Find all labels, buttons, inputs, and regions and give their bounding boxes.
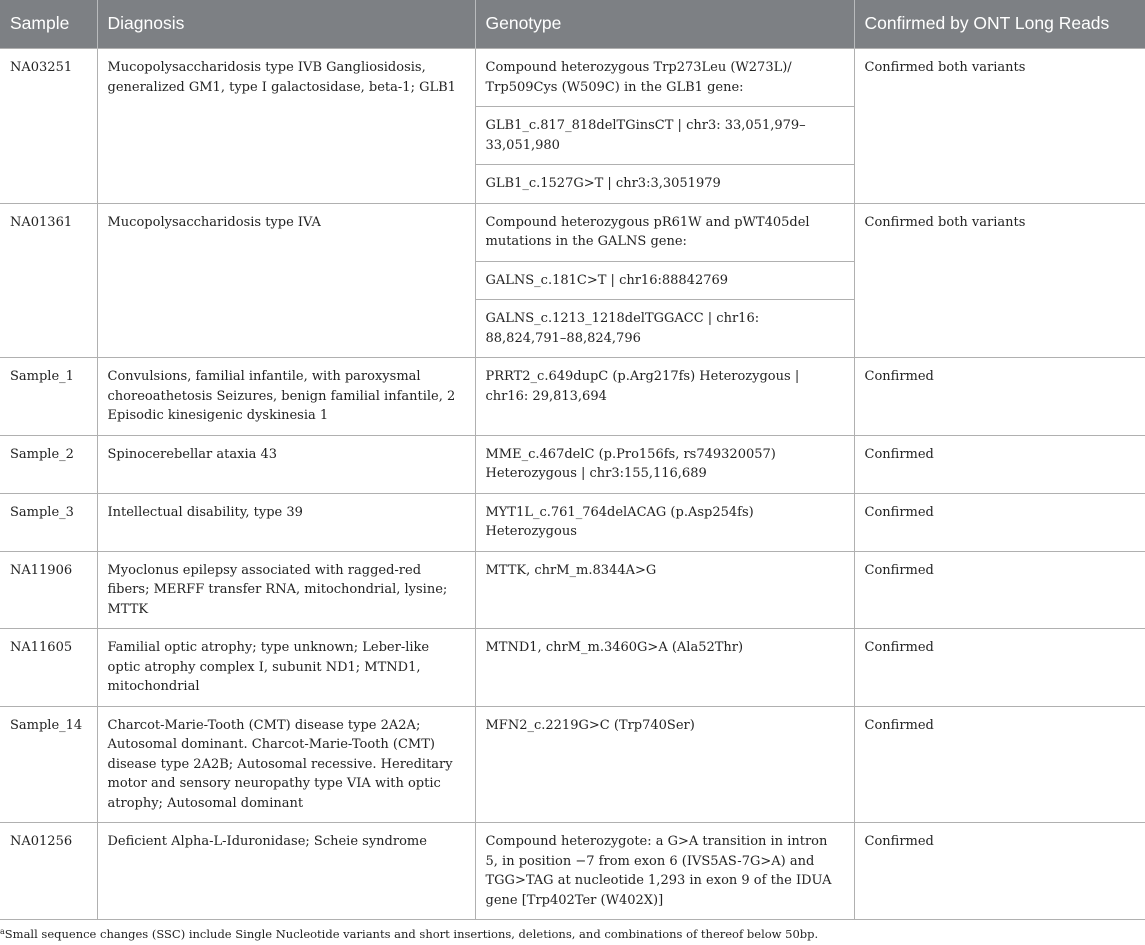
cell-genotype: Compound heterozygote: a G>A transition in intron 5, in position −7 from exon 6 (IVS5AS-7G>A) and TGG>TAG at nucleotide 1,293 in exon 9 of the IDUA gene [Trp402Ter (W402X)] <box>475 823 854 920</box>
cell-sample: Sample_2 <box>0 435 97 493</box>
cell-genotype: MTND1, chrM_m.3460G>A (Ala52Thr) <box>475 629 854 707</box>
cell-genotype-variant: GALNS_c.181C>T | chr16:88842769 <box>475 261 854 300</box>
table-row <box>0 49 1145 107</box>
column-header-diagnosis: Diagnosis <box>97 0 475 49</box>
cell-sample: Sample_1 <box>0 358 97 436</box>
cell-confirmed: Confirmed <box>854 706 1145 823</box>
cell-confirmed: Confirmed <box>854 358 1145 436</box>
cell-genotype: MYT1L_c.761_764delACAG (p.Asp254fs) Heterozygous <box>475 493 854 551</box>
cell-genotype: MFN2_c.2219G>C (Trp740Ser) <box>475 706 854 823</box>
cell-genotype: Compound heterozygous pR61W and pWT405del mutations in the GALNS gene: <box>475 203 854 261</box>
table-row <box>0 203 1145 261</box>
footnote-marker: a <box>0 927 5 936</box>
cell-confirmed: Confirmed <box>854 435 1145 493</box>
cell-genotype: PRRT2_c.649dupC (p.Arg217fs) Heterozygous | chr16: 29,813,694 <box>475 358 854 436</box>
cell-diagnosis: Deficient Alpha-L-Iduronidase; Scheie syndrome <box>97 823 475 920</box>
cell-diagnosis: Convulsions, familial infantile, with paroxysmal choreoathetosis Seizures, benign familial infantile, 2 Episodic kinesigenic dyskinesia 1 <box>97 358 475 436</box>
cell-genotype-variant: GLB1_c.817_818delTGinsCT | chr3: 33,051,979–33,051,980 <box>475 107 854 165</box>
table-row <box>0 823 1145 920</box>
cell-diagnosis: Spinocerebellar ataxia 43 <box>97 435 475 493</box>
cell-diagnosis: Mucopolysaccharidosis type IVA <box>97 203 475 358</box>
table-footnote <box>0 927 818 941</box>
column-header-sample: Sample <box>0 0 97 49</box>
cell-confirmed: Confirmed <box>854 629 1145 707</box>
cell-confirmed: Confirmed <box>854 493 1145 551</box>
cell-diagnosis: Mucopolysaccharidosis type IVB Gangliosidosis, generalized GM1, type I galactosidase, beta-1; GLB1 <box>97 49 475 204</box>
cell-confirmed: Confirmed both variants <box>854 203 1145 358</box>
table-row <box>0 706 1145 823</box>
table-row <box>0 493 1145 551</box>
table-row <box>0 551 1145 629</box>
column-header-genotype: Genotype <box>475 0 854 49</box>
cell-genotype: MTTK, chrM_m.8344A>G <box>475 551 854 629</box>
cell-diagnosis: Charcot-Marie-Tooth (CMT) disease type 2A2A; Autosomal dominant. Charcot-Marie-Tooth (CMT) disease type 2A2B; Autosomal recessive. Hereditary motor and sensory neuropathy type VIA with optic atrophy; Autosomal dominant <box>97 706 475 823</box>
cell-genotype: MME_c.467delC (p.Pro156fs, rs749320057) Heterozygous | chr3:155,116,689 <box>475 435 854 493</box>
table-row <box>0 435 1145 493</box>
column-header-confirmed: Confirmed by ONT Long Reads <box>854 0 1145 49</box>
cell-diagnosis: Familial optic atrophy; type unknown; Leber-like optic atrophy complex I, subunit ND1; MTND1, mitochondrial <box>97 629 475 707</box>
cell-genotype: Compound heterozygous Trp273Leu (W273L)/ Trp509Cys (W509C) in the GLB1 gene: <box>475 49 854 107</box>
cell-confirmed: Confirmed both variants <box>854 49 1145 204</box>
cell-confirmed: Confirmed <box>854 823 1145 920</box>
cell-sample: NA03251 <box>0 49 97 204</box>
cell-sample: Sample_14 <box>0 706 97 823</box>
table-header-row <box>0 0 1145 49</box>
cell-sample: NA11605 <box>0 629 97 707</box>
cell-diagnosis: Intellectual disability, type 39 <box>97 493 475 551</box>
table-row <box>0 358 1145 436</box>
table-row <box>0 629 1145 707</box>
cell-genotype-variant: GLB1_c.1527G>T | chr3:3,3051979 <box>475 165 854 204</box>
cell-diagnosis: Myoclonus epilepsy associated with ragged-red fibers; MERFF transfer RNA, mitochondrial, lysine; MTTK <box>97 551 475 629</box>
cell-sample: NA01256 <box>0 823 97 920</box>
cell-genotype-variant: GALNS_c.1213_1218delTGGACC | chr16: 88,824,791–88,824,796 <box>475 300 854 358</box>
cell-confirmed: Confirmed <box>854 551 1145 629</box>
footnote-text: Small sequence changes (SSC) include Single Nucleotide variants and short insertions, deletions, and combinations of thereof below 50bp. <box>4 927 819 941</box>
cell-sample: NA01361 <box>0 203 97 358</box>
cell-sample: NA11906 <box>0 551 97 629</box>
cell-sample: Sample_3 <box>0 493 97 551</box>
